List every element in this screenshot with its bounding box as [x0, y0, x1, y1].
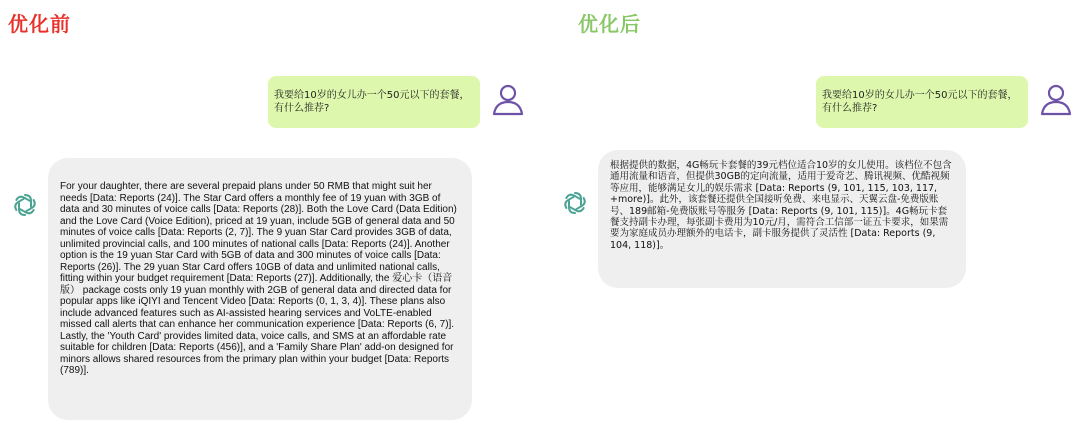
user-message-text-left: 我要给10岁的女儿办一个50元以下的套餐，有什么推荐?: [274, 90, 470, 114]
bot-message-bubble-left: [48, 158, 472, 420]
user-message-bubble-left: [268, 76, 480, 128]
user-avatar-icon: [490, 82, 526, 118]
openai-logo-icon: [10, 190, 40, 220]
openai-logo-icon: [560, 188, 590, 218]
user-message-bubble-right: [816, 76, 1028, 128]
bot-message-bubble-right: [598, 150, 966, 288]
bot-message-text-right: 根据提供的数据，4G畅玩卡套餐的39元档位适合10岁的女儿使用。该档位不包含通用流量和语音，但提供30GB的定向流量，适用于爱奇艺、腾讯视频、优酷视频等应用，能够满足女儿的娱乐需求 [Data: Reports (9, 101, 115, 103, 117, +more)]。此外，该套餐还提供全国接听免费、来电显示、天翼云盘-免费版账号、189邮箱-免费版账号等服务 [Data: Reports (9, 101, 115)]。4G畅玩卡套餐支持副卡办理，每张副卡费用为10元/月，需符合工信部一证五卡要求，如果需要为家庭成员办理额外的电话卡，副卡服务提供了灵活性 [Data: Reports (9, 104, 118)]。: [610, 160, 952, 251]
title-after-optimization: 优化后: [578, 12, 641, 36]
bot-message-text-left: For your daughter, there are several prepaid plans under 50 RMB that might suit her needs [Data: Reports (24)]. The Star Card offers a monthly fee of 19 yuan with 3GB of data and 30 minutes of voice calls [Data: Reports (28)]. Both the Love Card (Data Edition) and the Love Card (Voice Edition), priced at 19 yuan, include 5GB of general data and 50 minutes of voice calls [Data: Reports (2, 7)]. The 9 yuan Star Card provides 3GB of data, unlimited provincial calls, and 100 minutes of national calls [Data: Reports (24)]. Another option is the 19 yuan Star Card with 5GB of data and 300 minutes of voice calls [Data: Reports (26)]. The 29 yuan Star Card offers 10GB of data and unlimited national calls, fitting within your budget requirement [Data: Reports (27)]. Additionally, the 爱心卡（语音版） package costs only 19 yuan monthly with 2GB of general data and directed data for popular apps like iQIYI and Tencent Video [Data: Reports (0, 1, 3, 4)]. These plans also include advanced features such as AI-assisted hearing services and VoLTE-enabled missed call alerts that can enhance her communication experience [Data: Reports (6, 7)]. Lastly, the 'Youth Card' provides limited data, voice calls, and SMS at an affordable rate suitable for children [Data: Reports (456)], and a 'Family Share Plan' add-on designed for minors allows shared resources from the primary plan within your budget [Data: Reports (789)].: [60, 181, 457, 376]
user-message-text-right: 我要给10岁的女儿办一个50元以下的套餐，有什么推荐?: [822, 90, 1018, 114]
user-avatar-icon: [1038, 82, 1074, 118]
title-before-optimization: 优化前: [8, 12, 71, 36]
